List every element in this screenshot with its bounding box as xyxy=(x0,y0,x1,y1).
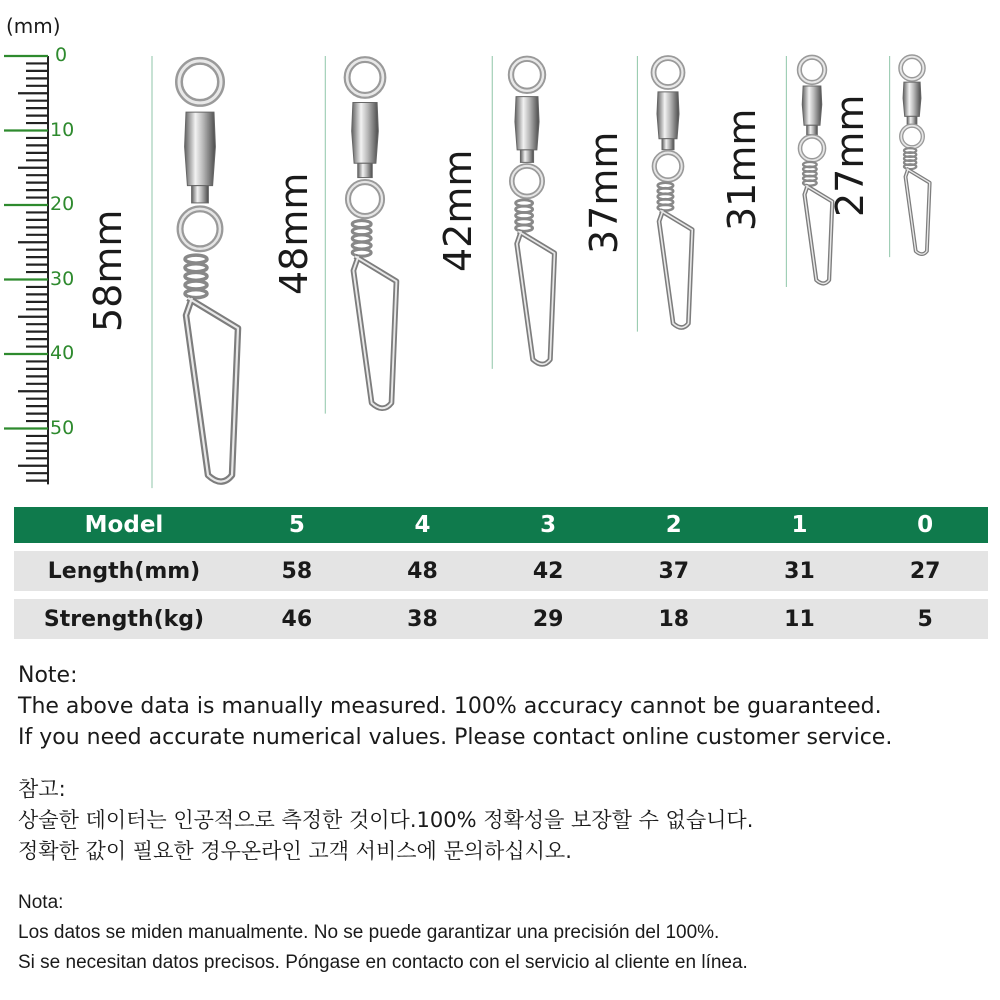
model-cell: 0 xyxy=(862,507,988,543)
swivel-barrel xyxy=(802,86,822,125)
wire-coil xyxy=(904,164,916,169)
strength-cell: 38 xyxy=(360,599,486,639)
note-spanish xyxy=(18,888,748,978)
note-english xyxy=(18,660,892,753)
model-cell: 1 xyxy=(737,507,863,543)
ruler-tick-label: 40 xyxy=(50,342,75,364)
top-ring-highlight xyxy=(901,57,924,80)
size-label: 31mm xyxy=(720,109,764,232)
barrel-neck xyxy=(662,139,674,150)
length-row-label: Length(mm) xyxy=(14,551,234,591)
note-korean xyxy=(18,774,753,867)
snap-clip xyxy=(517,231,555,364)
strength-cell: 11 xyxy=(737,599,863,639)
length-cell: 42 xyxy=(485,551,611,591)
length-cell: 31 xyxy=(737,551,863,591)
lower-ring-highlight xyxy=(348,182,382,216)
snap-clip xyxy=(905,169,929,254)
note-title: Note: xyxy=(18,663,78,688)
swivel-model-1 xyxy=(786,56,832,287)
top-ring-highlight xyxy=(654,58,683,87)
swivel-barrel xyxy=(185,112,216,185)
wire-coil xyxy=(185,264,207,272)
strength-cell: 5 xyxy=(862,599,988,639)
note-title: 참고: xyxy=(18,777,66,801)
barrel-neck xyxy=(907,116,917,124)
model-cell: 2 xyxy=(611,507,737,543)
swivel-barrel xyxy=(515,97,539,150)
barrel-neck xyxy=(192,186,209,203)
swivel-model-4 xyxy=(325,56,396,414)
ruler-tick-label: 10 xyxy=(50,118,75,141)
note-line: The above data is manually measured. 100% accuracy cannot be guaranteed. xyxy=(18,694,882,719)
ruler-tick-label: 30 xyxy=(50,267,75,290)
table-header-row xyxy=(14,507,988,543)
model-cell: 5 xyxy=(234,507,360,543)
snap-clip xyxy=(186,298,238,482)
ruler-tick-label: 50 xyxy=(50,416,75,439)
strength-cell: 18 xyxy=(611,599,737,639)
model-cell: 4 xyxy=(360,507,486,543)
top-ring-highlight xyxy=(347,60,383,96)
swivel-barrel xyxy=(903,82,921,116)
ruler-unit-label: (mm) xyxy=(6,14,61,38)
note-line: Si se necesitan datos precisos. Póngase en contacto con el servicio al cliente en línea. xyxy=(18,952,748,973)
lower-ring-highlight xyxy=(901,126,923,148)
size-label: 58mm xyxy=(86,209,130,333)
swivel-barrel xyxy=(657,92,679,139)
wire-coil xyxy=(185,255,207,263)
lower-ring-highlight xyxy=(654,153,682,181)
note-title: Nota: xyxy=(18,892,64,913)
wire-coil xyxy=(185,290,207,298)
wire-coil xyxy=(185,272,207,280)
note-line: 상술한 데이터는 인공적으로 측정한 것이다.100% 정확성을 보장할 수 없습니다. xyxy=(18,808,754,832)
wire-coil xyxy=(516,225,533,231)
top-ring-highlight xyxy=(179,61,221,103)
strength-row-label: Strength(kg) xyxy=(14,599,234,639)
strength-cell: 46 xyxy=(234,599,360,639)
length-row xyxy=(14,551,988,591)
size-label: 42mm xyxy=(436,150,480,273)
barrel-neck xyxy=(358,163,373,177)
top-ring-highlight xyxy=(511,59,543,91)
length-cell: 58 xyxy=(234,551,360,591)
strength-row xyxy=(14,599,988,639)
model-header: Model xyxy=(14,507,234,543)
lower-ring-highlight xyxy=(800,136,824,160)
swivel-model-0 xyxy=(890,56,930,257)
snap-clip xyxy=(353,256,396,408)
strength-cell: 29 xyxy=(485,599,611,639)
size-label: 48mm xyxy=(272,172,316,295)
note-line: If you need accurate numerical values. Please contact online customer service. xyxy=(18,725,893,750)
note-line: 정확한 값이 필요한 경우온라인 고객 서비스에 문의하십시오. xyxy=(18,839,572,863)
model-cell: 3 xyxy=(485,507,611,543)
swivel-model-2 xyxy=(637,56,692,332)
ruler-tick-label: 20 xyxy=(50,193,75,215)
spec-table xyxy=(14,499,988,647)
length-cell: 37 xyxy=(611,551,737,591)
length-cell: 27 xyxy=(862,551,988,591)
ruler-tick-label: 0 xyxy=(55,44,68,66)
size-label: 37mm xyxy=(582,131,626,254)
size-label: 27mm xyxy=(828,94,872,217)
note-line: Los datos se miden manualmente. No se puede garantizar una precisión del 100%. xyxy=(18,922,720,943)
lower-ring-highlight xyxy=(180,209,220,249)
wire-coil xyxy=(352,249,371,256)
swivel-model-5 xyxy=(152,56,238,488)
snap-clip xyxy=(659,210,692,327)
barrel-neck xyxy=(520,150,533,163)
barrel-neck xyxy=(807,125,818,134)
wire-coil xyxy=(658,205,673,211)
wire-coil xyxy=(185,281,207,289)
wire-coil xyxy=(803,180,817,185)
top-ring-highlight xyxy=(799,57,824,82)
lower-ring-highlight xyxy=(512,166,542,196)
swivel-model-3 xyxy=(492,56,554,369)
swivel-barrel xyxy=(352,102,379,163)
length-cell: 48 xyxy=(360,551,486,591)
